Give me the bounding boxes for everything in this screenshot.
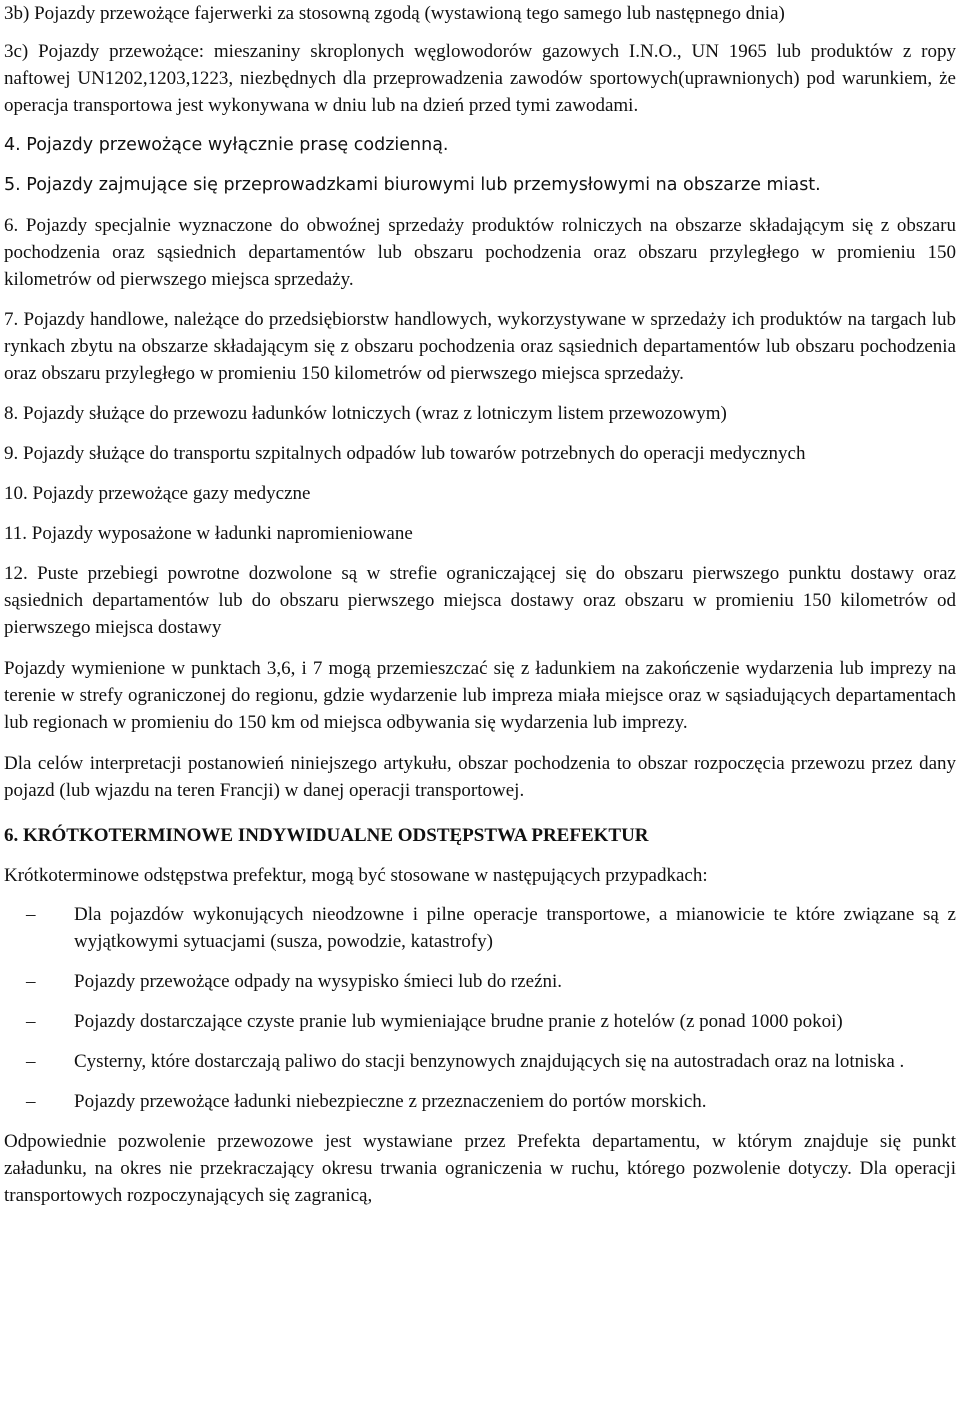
paragraph-events: Pojazdy wymienione w punktach 3,6, i 7 mogą przemieszczać się z ładunkiem na zakończenie wydarzenia lub imprezy na terenie w strefy ograniczonej do regionu, gdzie wydarzenie lub impreza miała miejsce oraz w sąsiadujących departamentach lub regionach w promieniu do 150 km od miejsca odbywania się wydarzenia lub imprezy. (4, 658, 956, 733)
paragraph-9: 9. Pojazdy służące do transportu szpitalnych odpadów lub towarów potrzebnych do operacji medycznych (4, 443, 806, 464)
paragraph-12: 12. Puste przebiegi powrotne dozwolone są w strefie ograniczającej się do obszaru pierwszego punktu dostawy oraz sąsiednich departamentów lub do obszaru pierwszego miejsca dostawy oraz obszaru w promieniu 150 kilometrów od pierwszego miejsca dostawy (4, 563, 956, 638)
dash-bullet-icon: – (26, 1091, 36, 1112)
paragraph-5: 5. Pojazdy zajmujące się przeprowadzkami biurowymi lub przemysłowymi na obszarze miast. (4, 175, 821, 195)
list-item (4, 901, 956, 955)
dash-bullet-icon: – (26, 1051, 36, 1072)
list-item-text: Pojazdy przewożące ładunki niebezpieczne z przeznaczeniem do portów morskich. (74, 1091, 707, 1112)
paragraph-4: 4. Pojazdy przewożące wyłącznie prasę codzienną. (4, 135, 449, 155)
list-item-text: Dla pojazdów wykonujących nieodzowne i pilne operacje transportowe, a mianowicie te które związane są z wyjątkowymi sytuacjami (susza, powodzie, katastrofy) (74, 904, 956, 952)
paragraph-3b: 3b) Pojazdy przewożące fajerwerki za stosowną zgodą (wystawioną tego samego lub następnego dnia) (4, 3, 785, 24)
section-heading: 6. KRÓTKOTERMINOWE INDYWIDUALNE ODSTĘPSTWA PREFEKTUR (4, 825, 649, 846)
list-item-text: Pojazdy dostarczające czyste pranie lub wymieniające brudne pranie z hotelów (z ponad 1000 pokoi) (74, 1011, 843, 1032)
list-item (4, 1008, 956, 1035)
paragraph-closing: Odpowiednie pozwolenie przewozowe jest wystawiane przez Prefekta departamentu, w którym znajduje się punkt załadunku, na okres nie przekraczający okresu trwania ograniczenia w ruchu, którego pozwolenie dotyczy. Dla operacji transportowych rozpoczynających się zagranicą, (4, 1131, 956, 1206)
paragraph-6: 6. Pojazdy specjalnie wyznaczone do obwoźnej sprzedaży produktów rolniczych na obszarze składającym się z obszaru pochodzenia oraz sąsiednich departamentów lub obszaru pochodzenia oraz obszaru przyległego w promieniu 150 kilometrów od pierwszego miejsca sprzedaży. (4, 215, 956, 290)
dash-bullet-icon: – (26, 971, 36, 992)
list-item-text: Pojazdy przewożące odpady na wysypisko śmieci lub do rzeźni. (74, 971, 563, 992)
list-item-text: Cysterny, które dostarczają paliwo do stacji benzynowych znajdujących się na autostradach oraz na lotniska . (74, 1051, 905, 1072)
paragraph-8: 8. Pojazdy służące do przewozu ładunków lotniczych (wraz z lotniczym listem przewozowym) (4, 403, 727, 424)
list-item (4, 1048, 956, 1075)
paragraph-7: 7. Pojazdy handlowe, należące do przedsiębiorstw handlowych, wykorzystywane w sprzedaży ich produktów na targach lub rynkach zbytu na obszarze składającym się z obszaru pochodzenia oraz sąsiednich departamentów lub obszaru pochodzenia oraz obszaru przyległego w promieniu 150 kilometrów od pierwszego miejsca sprzedaży. (4, 309, 956, 384)
paragraph-interpretation: Dla celów interpretacji postanowień niniejszego artykułu, obszar pochodzenia to obszar rozpoczęcia przewozu przez dany pojazd (lub wjazdu na teren Francji) w danej operacji transportowej. (4, 753, 956, 801)
section-intro: Krótkoterminowe odstępstwa prefektur, mogą być stosowane w następujących przypadkach: (4, 865, 708, 886)
dash-bullet-icon: – (26, 1011, 36, 1032)
list-item (4, 968, 956, 995)
dash-bullet-icon: – (26, 904, 36, 925)
paragraph-11: 11. Pojazdy wyposażone w ładunki napromieniowane (4, 523, 413, 544)
dash-list (4, 901, 956, 1115)
list-item (4, 1088, 956, 1115)
paragraph-10: 10. Pojazdy przewożące gazy medyczne (4, 483, 311, 504)
paragraph-3c: 3c) Pojazdy przewożące: mieszaniny skroplonych węglowodorów gazowych I.N.O., UN 1965 lub produktów z ropy naftowej UN1202,1203,1223, niezbędnych dla przeprowadzenia zawodów sportowych(uprawnionych) pod warunkiem, że operacja transportowa jest wykonywana w dniu lub na dzień przed tymi zawodami. (4, 41, 956, 116)
document-page (4, 0, 956, 1209)
